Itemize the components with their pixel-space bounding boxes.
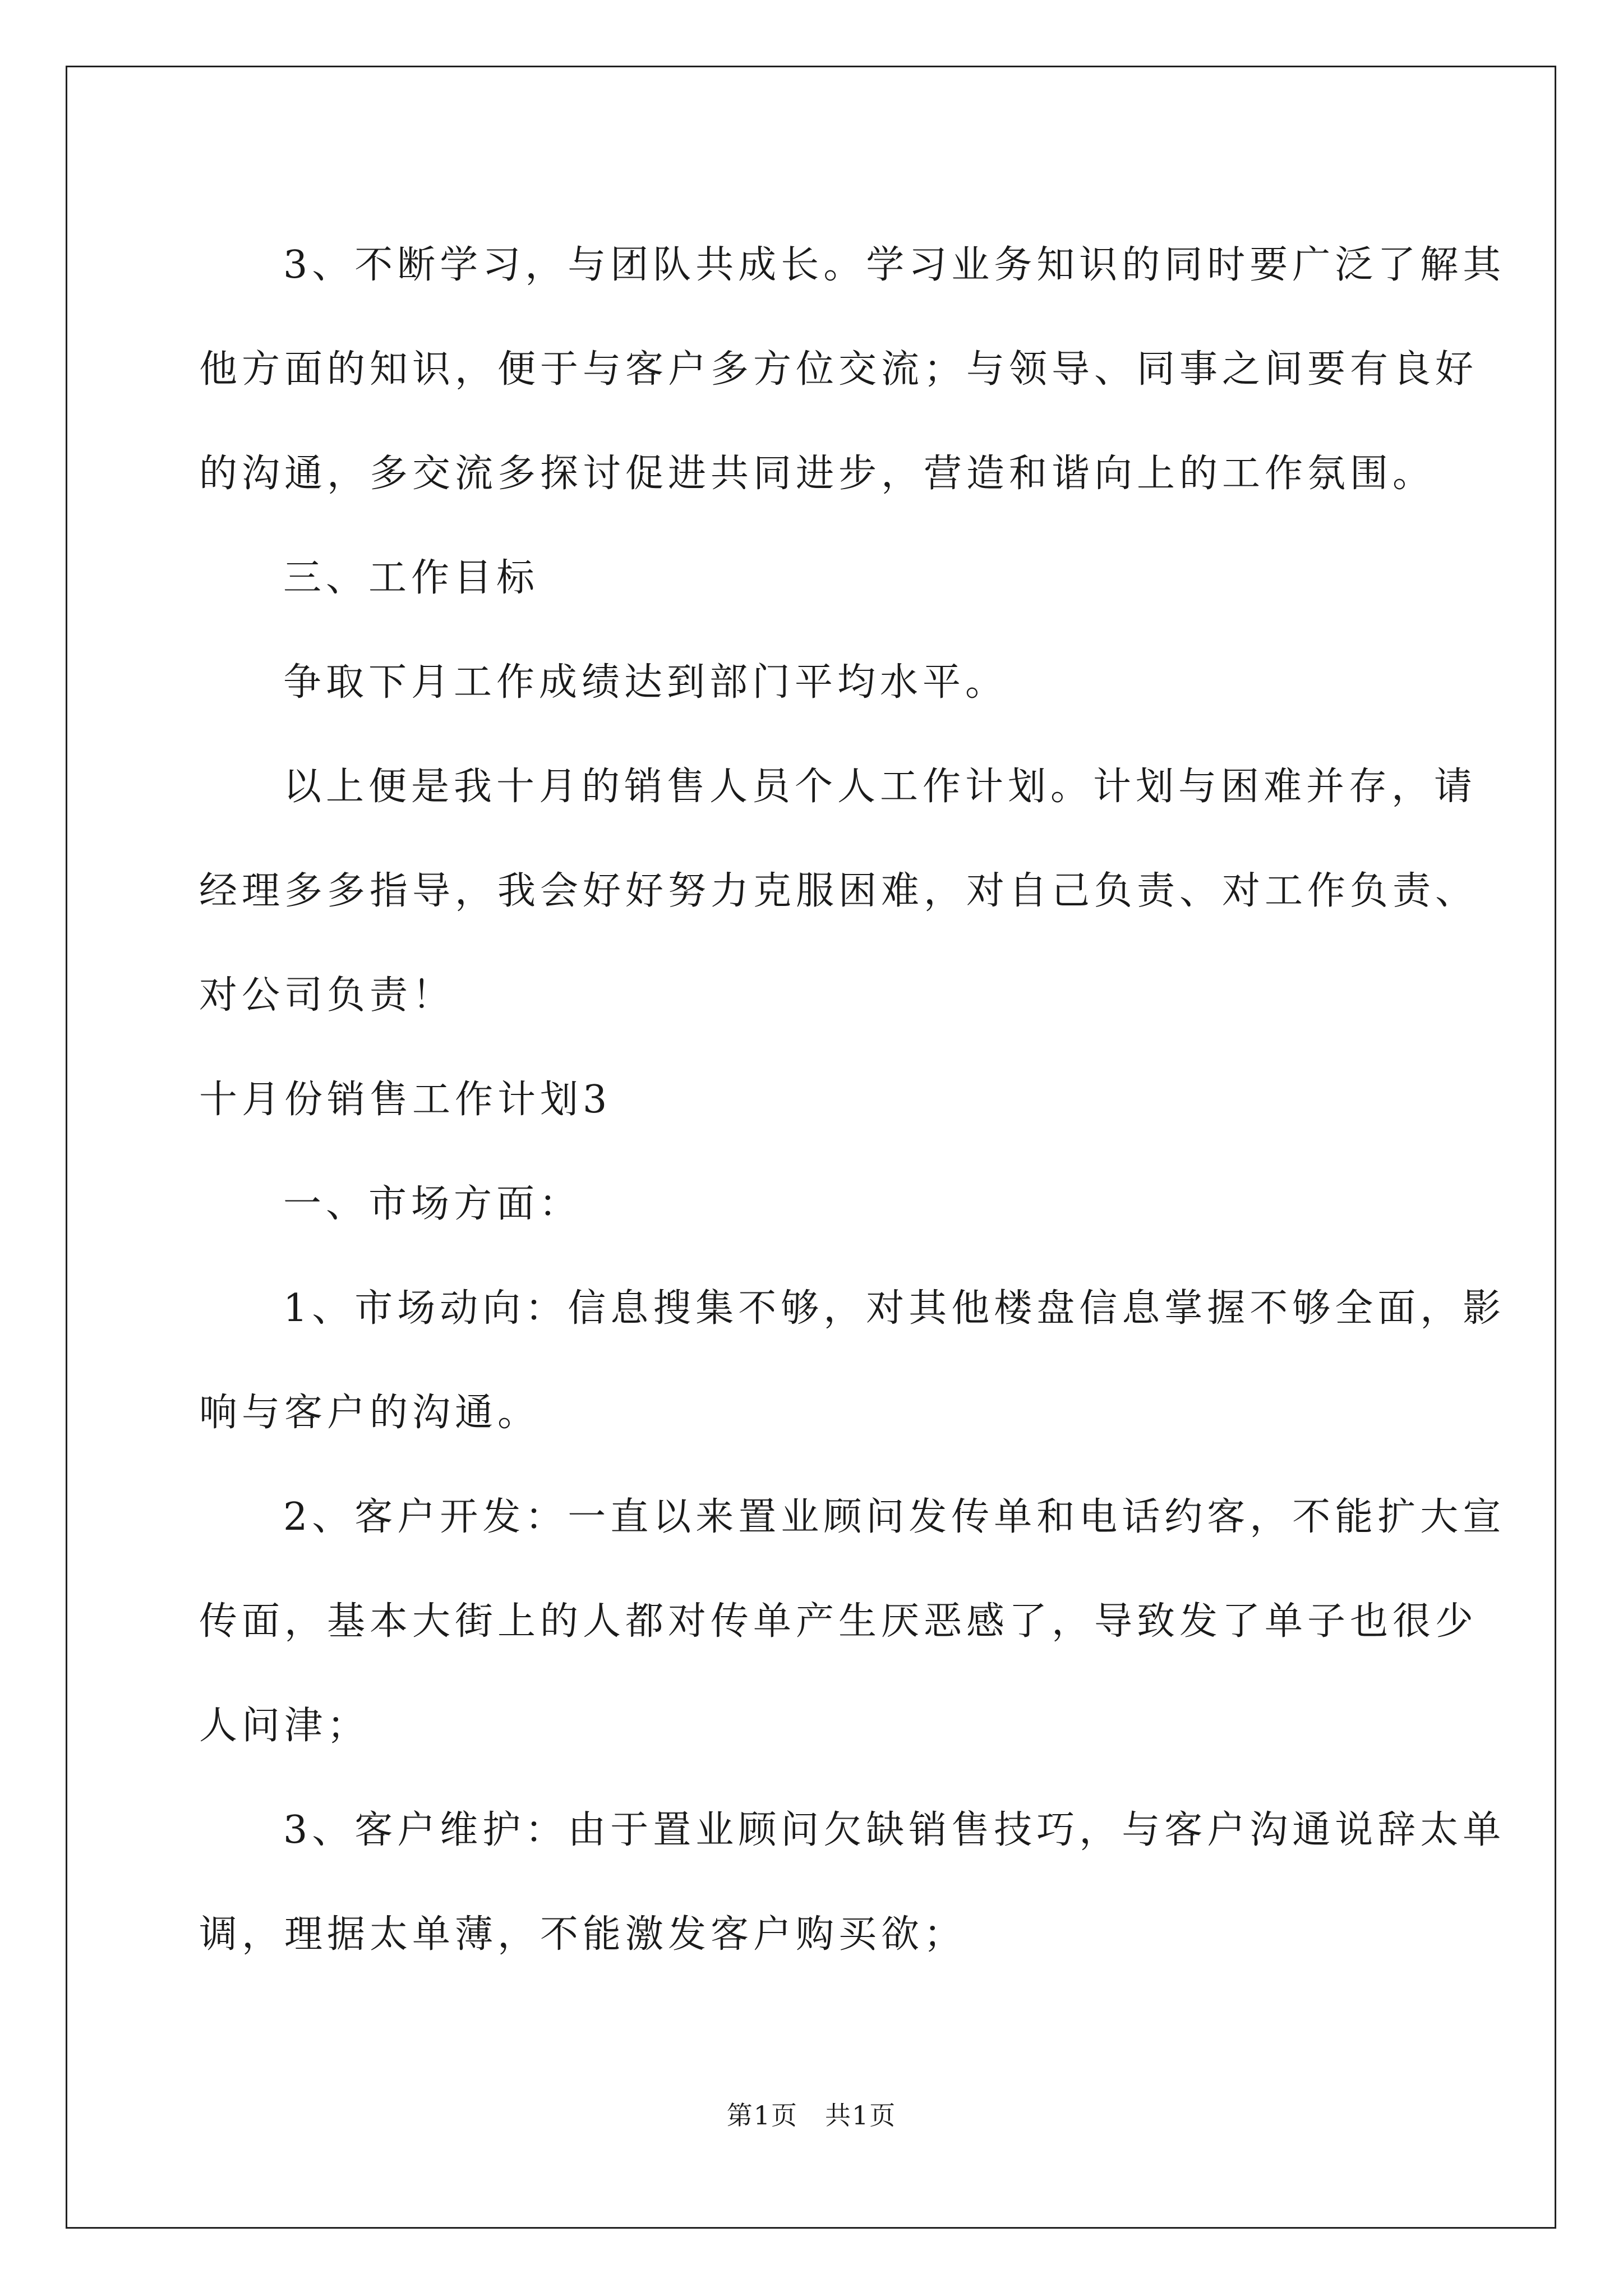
paragraph-line: 对公司负责！ xyxy=(199,973,455,1018)
paragraph-line: 2、客户开发：一直以来置业顾问发传单和电话约客，不能扩大宣 xyxy=(283,1495,1506,1539)
paragraph-line: 以上便是我十月的销售人员个人工作计划。计划与困难并存，请 xyxy=(283,765,1477,809)
section-heading: 一、市场方面： xyxy=(283,1182,582,1226)
paragraph-line: 传面，基本大街上的人都对传单产生厌恶感了，导致发了单子也很少 xyxy=(199,1599,1478,1644)
paragraph-line: 争取下月工作成绩达到部门平均水平。 xyxy=(283,660,1008,705)
paragraph-line: 经理多多指导，我会好好努力克服困难，对自己负责、对工作负责、 xyxy=(199,869,1478,913)
section-heading: 三、工作目标 xyxy=(283,556,540,600)
paragraph-line: 3、客户维护：由于置业顾问欠缺销售技巧，与客户沟通说辞太单 xyxy=(283,1808,1506,1852)
paragraph-line: 的沟通，多交流多探讨促进共同进步，营造和谐向上的工作氛围。 xyxy=(199,452,1436,496)
paragraph-line: 人问津； xyxy=(199,1704,370,1748)
page-number-footer: 第1页 共1页 xyxy=(726,2100,897,2131)
document-body xyxy=(199,213,1506,1987)
paragraph-line: 3、不断学习，与团队共成长。学习业务知识的同时要广泛了解其 xyxy=(283,243,1506,287)
paragraph-line: 响与客户的沟通。 xyxy=(199,1391,541,1435)
document-title: 十月份销售工作计划3 xyxy=(199,1078,612,1122)
paragraph-line: 他方面的知识，便于与客户多方位交流；与领导、同事之间要有良好 xyxy=(199,347,1478,392)
paragraph-line: 调，理据太单薄，不能激发客户购买欲； xyxy=(199,1912,967,1957)
paragraph-line: 1、市场动向：信息搜集不够，对其他楼盘信息掌握不够全面，影 xyxy=(283,1286,1506,1331)
